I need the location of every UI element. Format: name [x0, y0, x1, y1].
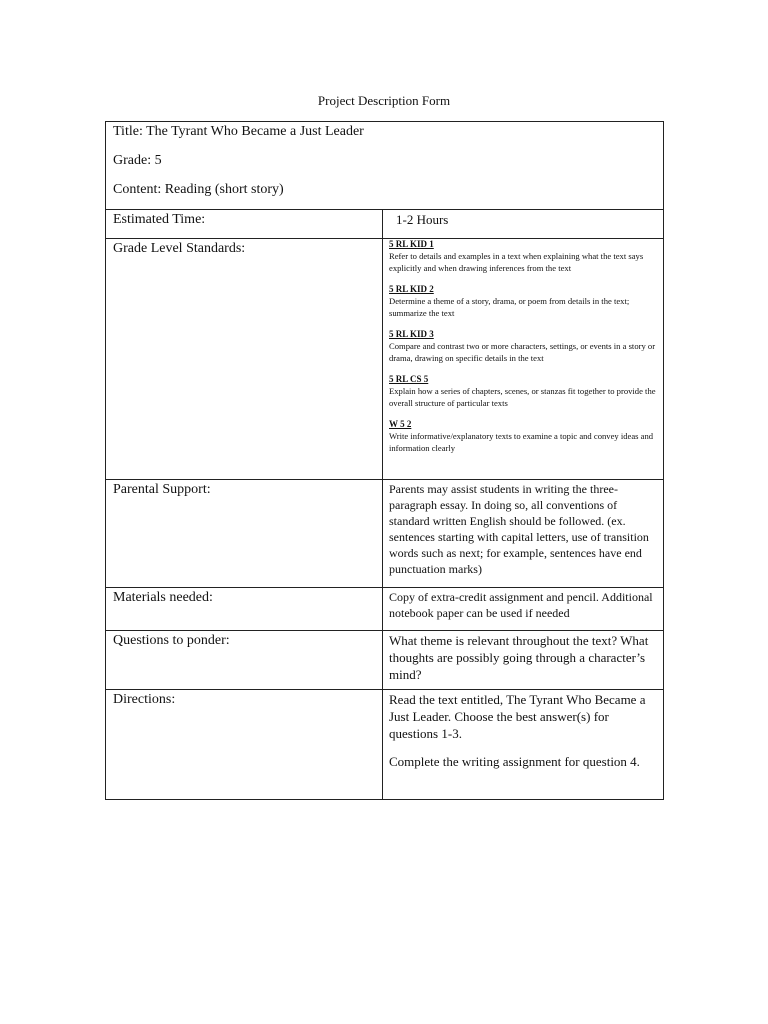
standard-item: [389, 239, 659, 274]
questions-value: What theme is relevant throughout the text? What thoughts are possibly going through a character’s mind?: [383, 631, 664, 690]
standard-text: Refer to details and examples in a text when explaining what the text says explicitly and when drawing inferences from the text: [389, 251, 644, 273]
standard-item: [389, 419, 659, 454]
parental-support-value: Parents may assist students in writing the three-paragraph essay. In doing so, all conventions of standard written English should be followed. (ex. sentences starting with capital letters, use of transition words such as next; for example, sentences have end punctuation marks): [383, 480, 664, 588]
standard-text: Explain how a series of chapters, scenes, or stanzas fit together to provide the overall structure of particular texts: [389, 386, 656, 408]
questions-label: Questions to ponder:: [106, 631, 383, 690]
standard-item: [389, 329, 659, 364]
standard-item: [389, 374, 659, 409]
project-description-table: [105, 121, 664, 800]
standard-text: Determine a theme of a story, drama, or poem from details in the text; summarize the text: [389, 296, 630, 318]
title-line: Title: The Tyrant Who Became a Just Leader: [113, 124, 364, 139]
grade-line: Grade: 5: [113, 153, 162, 168]
standard-code: W 5 2: [389, 419, 412, 429]
materials-value: Copy of extra-credit assignment and pencil. Additional notebook paper can be used if needed: [383, 588, 664, 631]
directions-paragraph: Complete the writing assignment for question 4.: [389, 754, 640, 769]
standard-text: Write informative/explanatory texts to examine a topic and convey ideas and information clearly: [389, 431, 654, 453]
directions-label: Directions:: [106, 690, 383, 800]
standard-item: [389, 284, 659, 319]
directions-row: [106, 690, 664, 800]
standards-row: [106, 239, 664, 480]
standard-text: Compare and contrast two or more characters, settings, or events in a story or drama, drawing on specific details in the text: [389, 341, 656, 363]
standard-code: 5 RL KID 2: [389, 284, 434, 294]
form-title: Project Description Form: [317, 93, 451, 108]
standards-list: [383, 239, 664, 480]
materials-row: [106, 588, 664, 631]
standards-label: Grade Level Standards:: [106, 239, 383, 480]
questions-row: [106, 631, 664, 690]
parental-support-label: Parental Support:: [106, 480, 383, 588]
directions-paragraph: Read the text entitled, The Tyrant Who Became a Just Leader. Choose the best answer(s) for questions 1-3.: [389, 692, 646, 741]
standard-code: 5 RL KID 1: [389, 239, 434, 249]
estimated-time-row: [106, 210, 664, 239]
parental-support-row: [106, 480, 664, 588]
estimated-time-value: 1-2 Hours: [383, 210, 664, 239]
materials-label: Materials needed:: [106, 588, 383, 631]
estimated-time-label: Estimated Time:: [106, 210, 383, 239]
content-line: Content: Reading (short story): [113, 182, 284, 197]
header-cell: [106, 122, 664, 210]
standard-code: 5 RL CS 5: [389, 374, 429, 384]
directions-value: [383, 690, 664, 800]
standard-code: 5 RL KID 3: [389, 329, 434, 339]
header-row: [106, 122, 664, 210]
